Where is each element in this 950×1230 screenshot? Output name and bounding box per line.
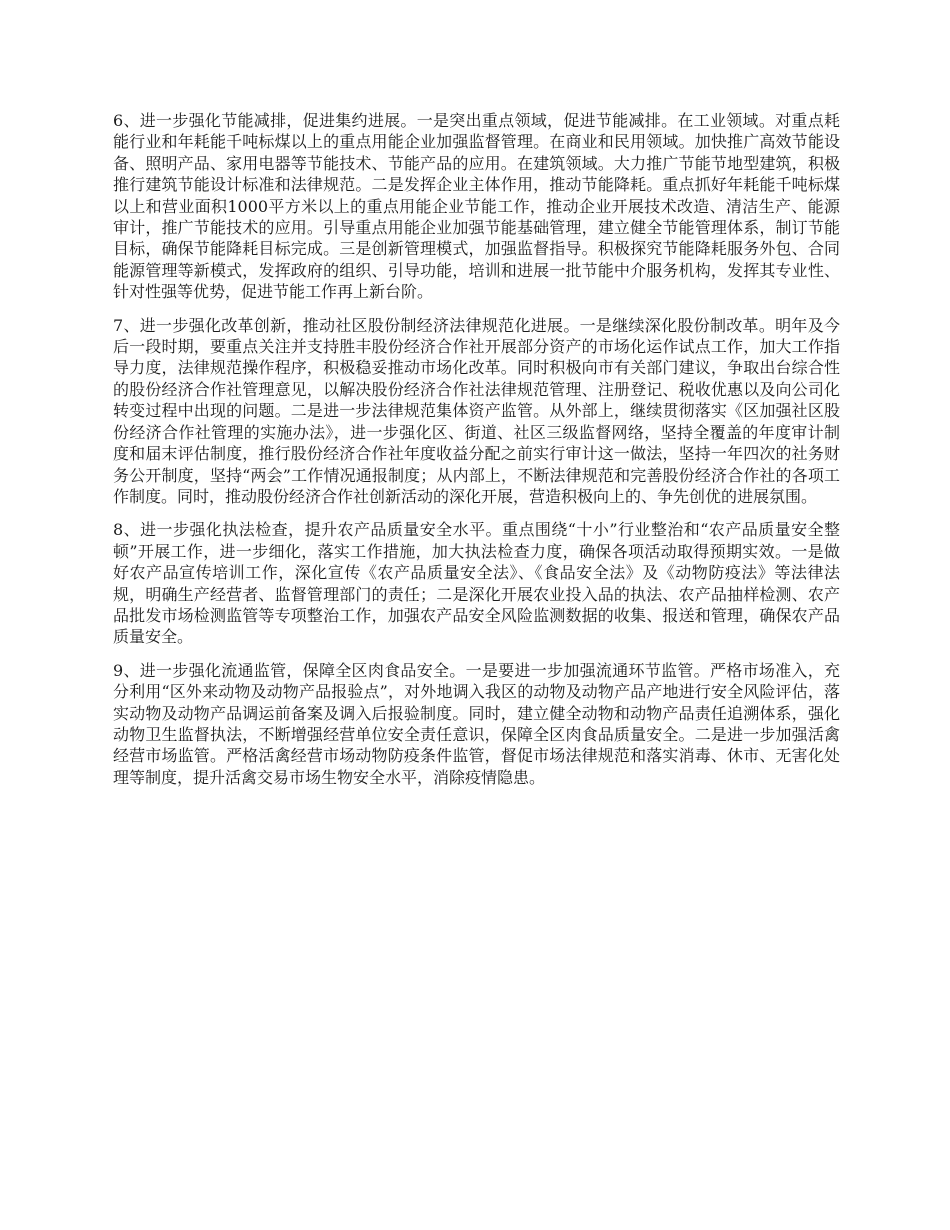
document-body: [113, 110, 840, 800]
paragraph-6: 6、进一步强化节能减排，促进集约进展。一是突出重点领域，促进节能减排。在工业领域。对重点耗能行业和年耗能千吨标煤以上的重点用能企业加强监督管理。在商业和民用领域。加快推广高效节能设备、照明产品、家用电器等节能技术、节能产品的应用。在建筑领域。大力推广节能节地型建筑，积极推行建筑节能设计标准和法律规范。二是发挥企业主体作用，推动节能降耗。重点抓好年耗能千吨标煤以上和营业面积1000平方米以上的重点用能企业节能工作，推动企业开展技术改造、清洁生产、能源审计，推广节能技术的应用。引导重点用能企业加强节能基础管理，建立健全节能管理体系，制订节能目标，确保节能降耗目标完成。三是创新管理模式，加强监督指导。积极探究节能降耗服务外包、合同能源管理等新模式，发挥政府的组织、引导功能，培训和进展一批节能中介服务机构，发挥其专业性、针对性强等优势，促进节能工作再上新台阶。: [113, 111, 840, 302]
paragraph-9: 9、进一步强化流通监管，保障全区肉食品安全。一是要进一步加强流通环节监管。严格市场准入，充分利用“区外来动物及动物产品报验点”，对外地调入我区的动物及动物产品产地进行安全风险评估，落实动物及动物产品调运前备案及调入后报验制度。同时，建立健全动物和动物产品责任追溯体系，强化动物卫生监督执法，不断增强经营单位安全责任意识，保障全区肉食品质量安全。二是进一步加强活禽经营市场监管。严格活禽经营市场动物防疫条件监管，督促市场法律规范和落实消毒、休市、无害化处理等制度，提升活禽交易市场生物安全水平，消除疫情隐患。: [113, 660, 840, 787]
paragraph-7: 7、进一步强化改革创新，推动社区股份制经济法律规范化进展。一是继续深化股份制改革。明年及今后一段时期，要重点关注并支持胜丰股份经济合作社开展部分资产的市场化运作试点工作，加大工作指导力度，法律规范操作程序，积极稳妥推动市场化改革。同时积极向市有关部门建议，争取出台综合性的股份经济合作社管理意见，以解决股份经济合作社法律规范管理、注册登记、税收优惠以及向公司化转变过程中出现的问题。二是进一步法律规范集体资产监管。从外部上，继续贯彻落实《区加强社区股份经济合作社管理的实施办法》，进一步强化区、街道、社区三级监督网络，坚持全覆盖的年度审计制度和届末评估制度，推行股份经济合作社年度收益分配之前实行审计这一做法，坚持一年四次的社务财务公开制度，坚持“两会”工作情况通报制度；从内部上，不断法律规范和完善股份经济合作社的各项工作制度。同时，推动股份经济合作社创新活动的深化开展，营造积极向上的、争先创优的进展氛围。: [113, 315, 840, 506]
paragraph-8: 8、进一步强化执法检查，提升农产品质量安全水平。重点围绕“十小”行业整治和“农产品质量安全整顿”开展工作，进一步细化，落实工作措施，加大执法检查力度，确保各项活动取得预期实效。一是做好农产品宣传培训工作，深化宣传《农产品质量安全法》、《食品安全法》及《动物防疫法》等法律法规，明确生产经营者、监督管理部门的责任；二是深化开展农业投入品的执法、农产品抽样检测、农产品批发市场检测监管等专项整治工作，加强农产品安全风险监测数据的收集、报送和管理，确保农产品质量安全。: [113, 520, 840, 647]
